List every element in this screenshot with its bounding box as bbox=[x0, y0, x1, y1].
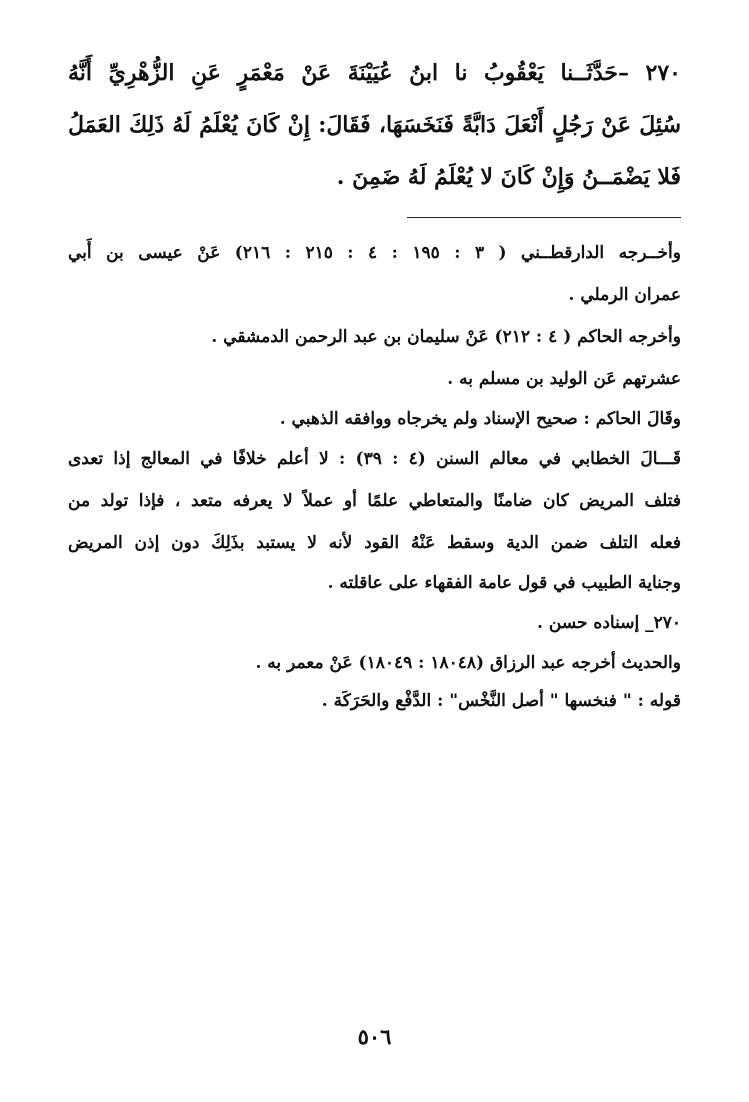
footnote-line-1: وأخــرجه الدارقطــني ( ٣ : ١٩٥ : ٤ : ٢١٥ : ٢١٦) عَنْ عيسى بن أَبي bbox=[68, 243, 681, 263]
footnote-line-5: وقَالَ الحاكم : صحيح الإسناد ولم يخرجاه ووافقه الذهبي . bbox=[279, 409, 681, 429]
page-number: ٥٠٦ bbox=[357, 1024, 392, 1049]
footnote-separator bbox=[407, 217, 681, 218]
hadith-line-1: ٢٧٠ –حَدَّثَــنا يَعْقُوبُ نا ابنُ عُيَيْنَةَ عَنْ مَعْمَرٍ عَنِ الزُّهْرِيِّ أَنَّهُ bbox=[68, 60, 681, 86]
hadith-line-3: فَلا يَضْمَــنُ وَإِنْ كَانَ لا يُعْلَمُ لَهُ ضَمِنَ . bbox=[336, 164, 681, 190]
footnote-line-2: عمران الرملي . bbox=[568, 285, 681, 305]
footnote-line-7: فتلف المريض كان ضامنًا والمتعاطي علمًا أو عملاً لا يعرفه متعد ، فإذا تولد من bbox=[68, 491, 681, 511]
footnote-line-10: ٢٧٠_ إسناده حسن . bbox=[537, 613, 681, 633]
footnote-line-8: فعله التلف ضمن الدية وسقط عَنْهُ القود لأنه لا يستبد بذَلِكَ دون إذن المريض bbox=[68, 533, 681, 553]
hadith-line-2: سُئِلَ عَنْ رَجُلٍ أَنْعَلَ دَابَّةً فَنَخَسَهَا، فَقَالَ: إِنْ كَانَ يُعْلَمُ لَهُ ذَلِكَ العَمَلُ bbox=[68, 112, 681, 138]
footnote-line-11: والحديث أخرجه عبد الرزاق (١٨٠٤٨ : ١٨٠٤٩) عَنْ معمر به . bbox=[255, 653, 681, 673]
footnote-line-4: عشرتهم عَن الوليد بن مسلم به . bbox=[447, 369, 681, 389]
footnote-line-6: قَـــالَ الخطابي في معالم السنن (٤ : ٣٩) : لا أعلم خلافًا في المعالج إذا تعدى bbox=[68, 449, 681, 469]
footnote-line-9: وجناية الطبيب في قول عامة الفقهاء على عاقلته . bbox=[327, 573, 681, 593]
footnote-line-12: قوله : " فنخسها " أصل النَّخْس" : الدَّفْع والحَرَكَة . bbox=[321, 691, 681, 711]
footnote-line-3: وأخرجه الحاكم ( ٤ : ٢١٢) عَنْ سليمان بن عبد الرحمن الدمشقي . bbox=[211, 327, 681, 347]
